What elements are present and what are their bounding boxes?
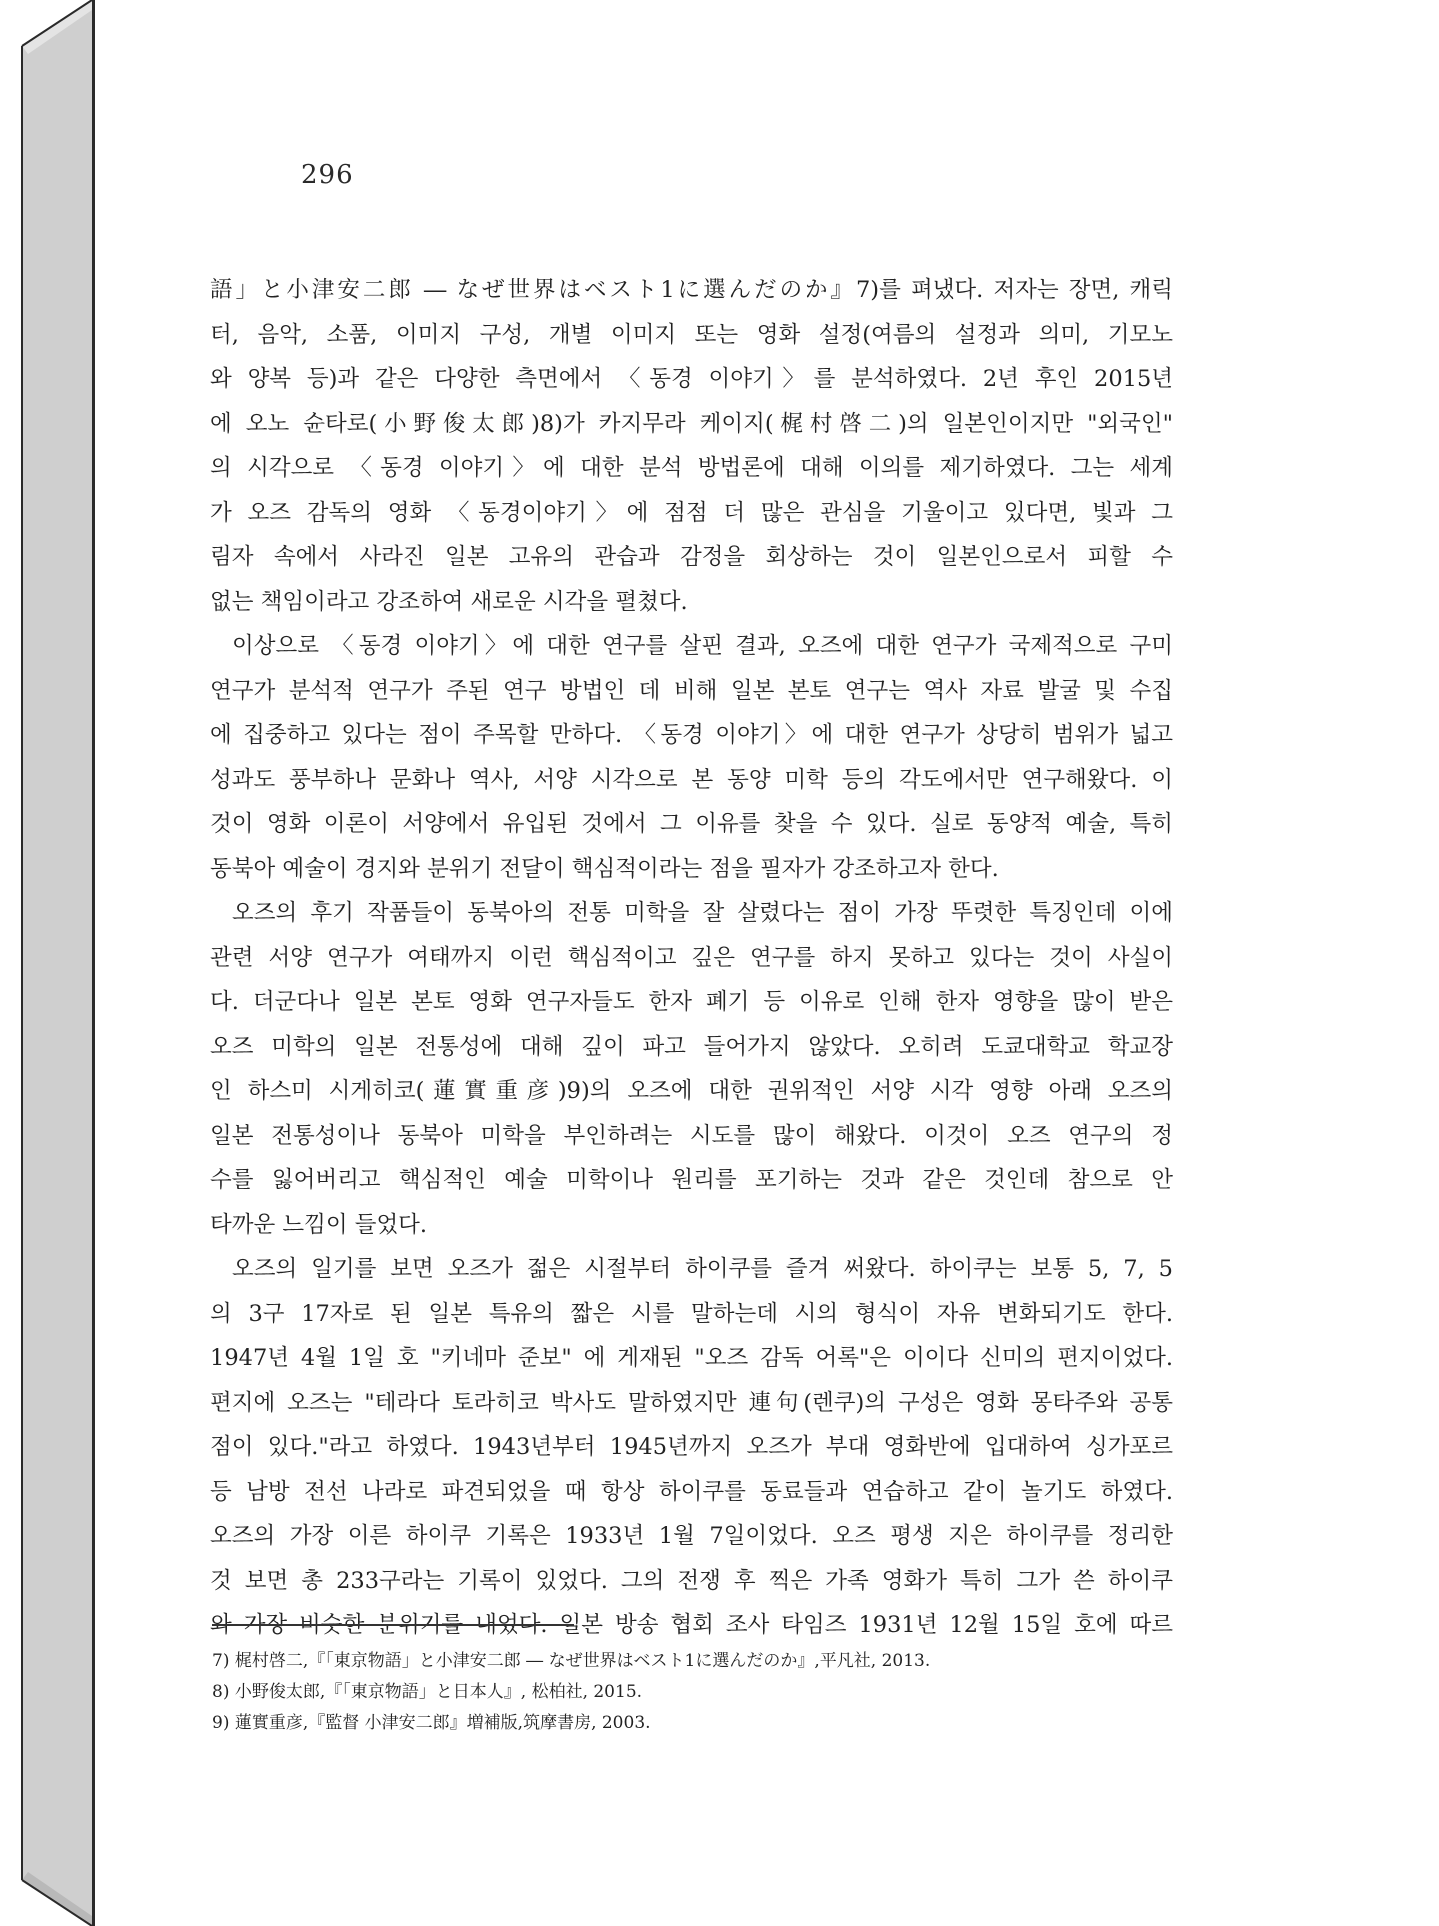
text-line: 동북아 예술이 경지와 분위기 전달이 핵심적이라는 점을 필자가 강조하고자 한다. xyxy=(210,855,999,882)
text-line: 1947년 4월 1일 호 "키네마 준보" 에 게재된 "오즈 감독 어록"은 이이다 신미의 편지이었다. xyxy=(210,1345,1173,1371)
text-line: 의 시각으로 〈동경 이야기〉에 대한 분석 방법론에 대해 이의를 제기하였다. 그는 세계 xyxy=(210,455,1173,481)
text-line: 語」と小津安二郎 ― なぜ世界はベスト1に選んだのか』7)를 펴냈다. 저자는 장면, 캐릭 xyxy=(210,277,1173,303)
text-line: 오즈의 일기를 보면 오즈가 젊은 시절부터 하이쿠를 즐겨 써왔다. 하이쿠는 보통 5, 7, 5 xyxy=(232,1256,1173,1282)
text-line: 관련 서양 연구가 여태까지 이런 핵심적이고 깊은 연구를 하지 못하고 있다는 것이 사실이 xyxy=(210,944,1173,971)
text-line: 가 오즈 감독의 영화 〈동경이야기〉에 점점 더 많은 관심을 기울이고 있다면, 빛과 그 xyxy=(210,499,1173,526)
text-line: 것이 영화 이론이 서양에서 유입된 것에서 그 이유를 찾을 수 있다. 실로 동양적 예술, 특히 xyxy=(210,811,1173,837)
text-line: 점이 있다."라고 하였다. 1943년부터 1945년까지 오즈가 부대 영화반에 입대하여 싱가포르 xyxy=(210,1434,1173,1460)
text-line: 인 하스미 시게히코(蓮實重彦)9)의 오즈에 대한 권위적인 서양 시각 영향 아래 오즈의 xyxy=(210,1078,1173,1104)
footnote-8: 8) 小野俊太郎,『「東京物語」と日本人』, 松柏社, 2015. xyxy=(212,1682,643,1702)
paragraph xyxy=(210,1247,1173,1648)
footnote-7: 7) 梶村啓二,『「東京物語」と小津安二郎 ― なぜ世界はベスト1に選んだのか』,平凡社, 2013. xyxy=(212,1651,931,1671)
paragraph xyxy=(210,624,1173,891)
footnote-9: 9) 蓮實重彦,『監督 小津安二郎』増補版,筑摩書房, 2003. xyxy=(212,1713,651,1733)
text-line: 와 양복 등)과 같은 다양한 측면에서 〈동경 이야기〉를 분석하였다. 2년 후인 2015년 xyxy=(210,366,1173,392)
text-line: 와 가장 비슷한 분위기를 내었다. 일본 방송 협회 조사 타임즈 1931년 12월 15일 호에 따르 xyxy=(210,1612,1173,1638)
footnote-divider xyxy=(212,1624,574,1626)
text-line: 터, 음악, 소품, 이미지 구성, 개별 이미지 또는 영화 설정(여름의 설정과 의미, 기모노 xyxy=(210,321,1173,348)
page-number: 296 xyxy=(301,160,354,190)
text-line: 에 집중하고 있다는 점이 주목할 만하다. 〈동경 이야기〉에 대한 연구가 상당히 범위가 넓고 xyxy=(210,722,1173,748)
paragraph xyxy=(210,891,1173,1247)
text-line: 의 3구 17자로 된 일본 특유의 짧은 시를 말하는데 시의 형식이 자유 변화되기도 한다. xyxy=(210,1300,1173,1327)
footnotes xyxy=(212,1646,1112,1739)
text-line: 성과도 풍부하나 문화나 역사, 서양 시각으로 본 동양 미학 등의 각도에서만 연구해왔다. 이 xyxy=(210,766,1173,793)
text-line: 연구가 분석적 연구가 주된 연구 방법인 데 비해 일본 본토 연구는 역사 자료 발굴 및 수집 xyxy=(210,677,1173,704)
text-line: 이상으로 〈동경 이야기〉에 대한 연구를 살핀 결과, 오즈에 대한 연구가 국제적으로 구미 xyxy=(232,633,1173,659)
text-line: 편지에 오즈는 "테라다 토라히코 박사도 말하였지만 連句(렌쿠)의 구성은 영화 몽타주와 공통 xyxy=(210,1389,1173,1416)
text-line: 타까운 느낌이 들었다. xyxy=(210,1211,428,1238)
text-line: 없는 책임이라고 강조하여 새로운 시각을 펼쳤다. xyxy=(210,588,688,615)
text-line: 일본 전통성이나 동북아 미학을 부인하려는 시도를 많이 해왔다. 이것이 오즈 연구의 정 xyxy=(210,1122,1173,1149)
text-line: 오즈의 가장 이른 하이쿠 기록은 1933년 1월 7일이었다. 오즈 평생 지은 하이쿠를 정리한 xyxy=(210,1523,1173,1549)
text-line: 에 오노 슌타로(小野俊太郎)8)가 카지무라 케이지(梶村啓二)의 일본인이지만 "외국인" xyxy=(210,410,1173,437)
text-line: 다. 더군다나 일본 본토 영화 연구자들도 한자 폐기 등 이유로 인해 한자 영향을 많이 받은 xyxy=(210,989,1173,1015)
text-line: 것 보면 총 233구라는 기록이 있었다. 그의 전쟁 후 찍은 가족 영화가 특히 그가 쓴 하이쿠 xyxy=(210,1567,1173,1594)
text-line: 오즈 미학의 일본 전통성에 대해 깊이 파고 들어가지 않았다. 오히려 도쿄대학교 학교장 xyxy=(210,1033,1173,1060)
text-line: 등 남방 전선 나라로 파견되었을 때 항상 하이쿠를 동료들과 연습하고 같이 놀기도 하였다. xyxy=(210,1478,1173,1505)
paragraph xyxy=(210,268,1173,624)
body-text xyxy=(210,268,1173,1648)
text-line: 수를 잃어버리고 핵심적인 예술 미학이나 원리를 포기하는 것과 같은 것인데 참으로 안 xyxy=(210,1167,1173,1193)
text-line: 오즈의 후기 작품들이 동북아의 전통 미학을 잘 살렸다는 점이 가장 뚜렷한 특징인데 이에 xyxy=(232,900,1173,926)
text-line: 림자 속에서 사라진 일본 고유의 관습과 감정을 회상하는 것이 일본인으로서 피할 수 xyxy=(210,544,1173,570)
